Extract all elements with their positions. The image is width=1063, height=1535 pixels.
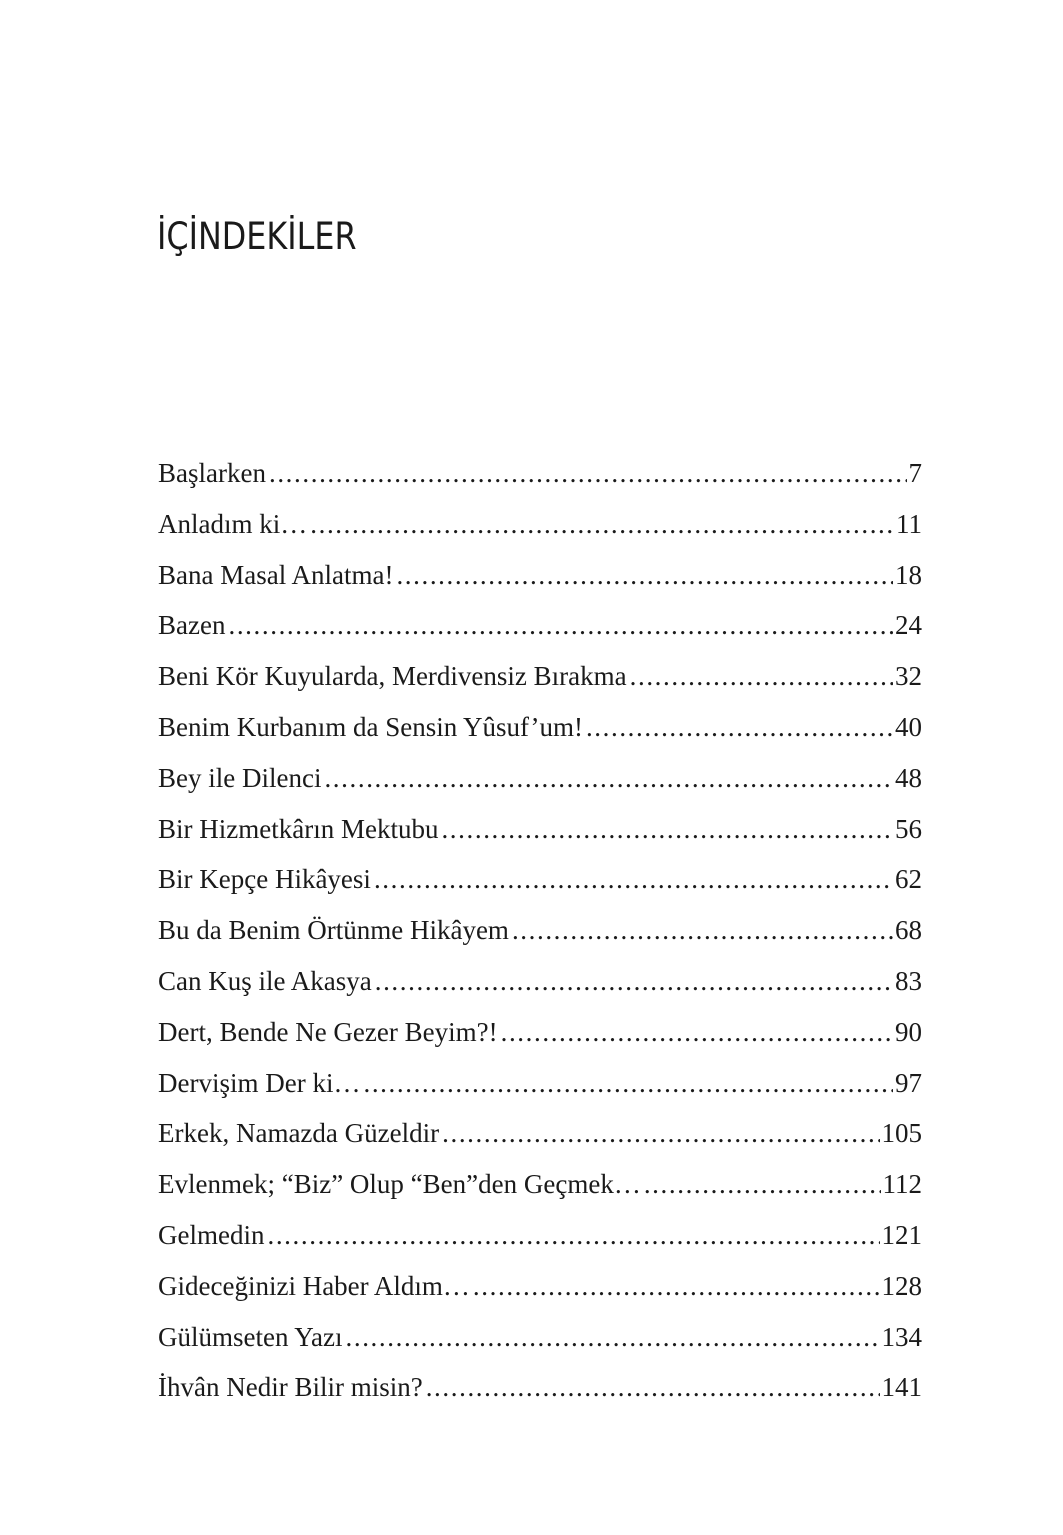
toc-entry: [158, 657, 922, 708]
toc-entry-page: 48: [895, 762, 922, 793]
toc-entry-page: 90: [895, 1016, 922, 1047]
toc-entry-title: Gideceğinizi Haber Aldım…: [158, 1270, 470, 1301]
toc-entry: [158, 556, 922, 607]
toc-entry: [158, 1165, 922, 1216]
toc-entry: [158, 505, 922, 556]
toc-entry-title: Bir Kepçe Hikâyesi: [158, 864, 371, 895]
toc-entry-page: 121: [881, 1219, 922, 1250]
toc-entry-page: 56: [895, 813, 922, 844]
dot-leader: [375, 962, 893, 1000]
toc-entry: [158, 962, 922, 1013]
toc-entry-page: 24: [895, 610, 922, 641]
dot-leader: [644, 1165, 881, 1203]
dot-leader: [374, 860, 893, 898]
toc-entry-title: Gülümseten Yazı: [158, 1321, 343, 1352]
toc-entry: [158, 454, 922, 505]
toc-entry-title: Başlarken: [158, 458, 266, 488]
toc-entry-title: Erkek, Namazda Güzeldir: [158, 1118, 440, 1149]
toc-entry-title: İhvân Nedir Bilir misin?: [158, 1372, 423, 1403]
dot-leader: [346, 1318, 880, 1356]
page-title: İÇİNDEKİLER: [157, 215, 357, 258]
toc-entry: [158, 1013, 922, 1064]
toc-entry-title: Benim Kurbanım da Sensin Yûsuf’um!: [158, 711, 583, 742]
toc-entry-page: 128: [881, 1270, 922, 1301]
dot-leader: [324, 759, 893, 797]
toc-entry-title: Bu da Benim Örtünme Hikâyem: [158, 915, 509, 946]
toc-entry-page: 105: [881, 1118, 922, 1149]
dot-leader: [586, 708, 893, 746]
dot-leader: [396, 556, 893, 594]
dot-leader: [442, 1114, 879, 1152]
dot-leader: [473, 1267, 880, 1305]
toc-entry-page: 68: [895, 915, 922, 946]
toc-entry: [158, 1216, 922, 1267]
table-of-contents: [158, 454, 922, 1419]
toc-entry: [158, 911, 922, 962]
toc-entry-title: Anladım ki…: [158, 508, 308, 539]
toc-entry: [158, 759, 922, 810]
toc-entry-page: 18: [895, 559, 922, 590]
dot-leader: [441, 810, 893, 848]
toc-entry-page: 141: [881, 1372, 922, 1403]
toc-entry-title: Beni Kör Kuyularda, Merdivensiz Bırakma: [158, 661, 627, 692]
toc-entry-title: Dert, Bende Ne Gezer Beyim?!: [158, 1016, 498, 1047]
toc-entry: [158, 1368, 922, 1419]
toc-entry-page: 112: [882, 1169, 922, 1200]
toc-entry: [158, 1064, 922, 1115]
toc-entry-title: Evlenmek; “Biz” Olup “Ben”den Geçmek…: [158, 1169, 641, 1200]
toc-entry: [158, 810, 922, 861]
toc-entry-title: Bazen: [158, 610, 226, 641]
toc-entry-title: Dervişim Der ki…: [158, 1067, 361, 1098]
dot-leader: [512, 911, 893, 949]
toc-entry-page: 7: [908, 458, 922, 488]
toc-entry-title: Bana Masal Anlatma!: [158, 559, 394, 590]
dot-leader: [630, 657, 893, 695]
toc-entry-title: Gelmedin: [158, 1219, 265, 1250]
toc-entry-page: 62: [895, 864, 922, 895]
toc-entry-page: 11: [896, 508, 922, 539]
toc-entry-title: Bey ile Dilenci: [158, 762, 322, 793]
toc-entry-page: 83: [895, 965, 922, 996]
toc-entry: [158, 606, 922, 657]
toc-entry: [158, 860, 922, 911]
dot-leader: [363, 1064, 893, 1102]
dot-leader: [267, 1216, 879, 1254]
toc-entry-page: 97: [895, 1067, 922, 1098]
dot-leader: [269, 454, 907, 492]
toc-entry-page: 32: [895, 661, 922, 692]
toc-entry: [158, 1114, 922, 1165]
toc-entry: [158, 708, 922, 759]
dot-leader: [310, 505, 894, 543]
toc-entry-title: Bir Hizmetkârın Mektubu: [158, 813, 439, 844]
toc-entry-title: Can Kuş ile Akasya: [158, 965, 372, 996]
dot-leader: [228, 606, 893, 644]
toc-entry: [158, 1267, 922, 1318]
toc-entry-page: 40: [895, 711, 922, 742]
dot-leader: [501, 1013, 893, 1051]
toc-entry-page: 134: [881, 1321, 922, 1352]
dot-leader: [426, 1368, 880, 1406]
toc-entry: [158, 1318, 922, 1369]
